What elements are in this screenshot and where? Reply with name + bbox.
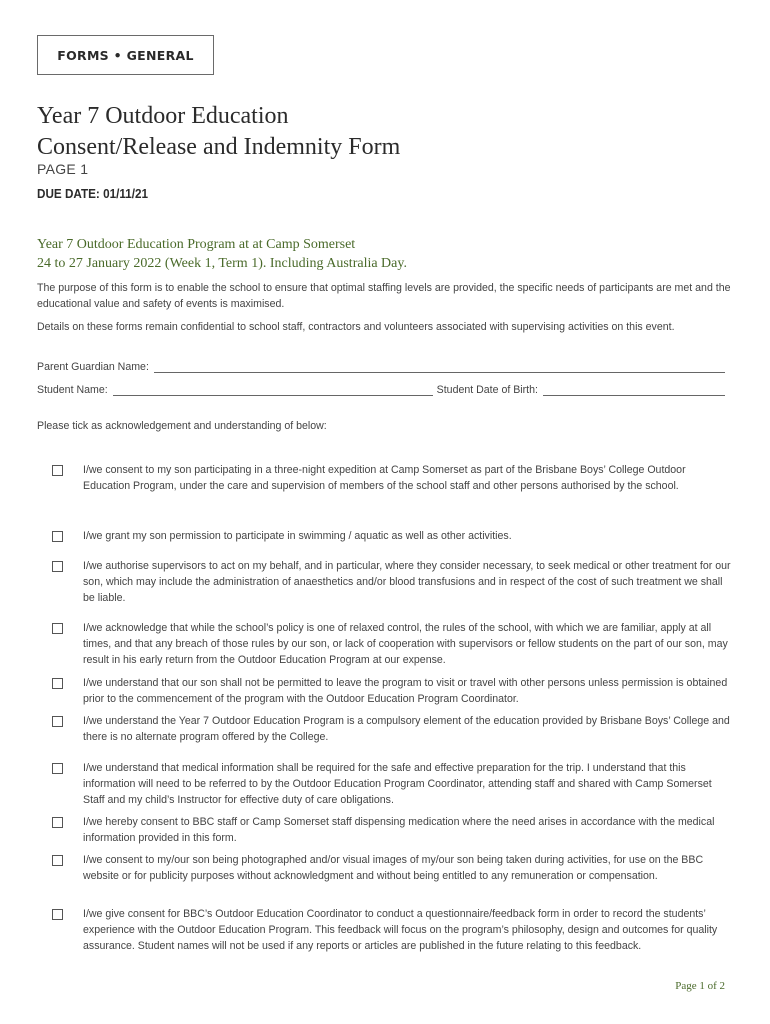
consent-text: I/we authorise supervisors to act on my behalf, and in particular, where they consider necessary, to seek medical or other treatment for our son, which may include the administration of anaesthetics and/or blood transfusions and in respect of the cost of such treatment we shall be liable. [83, 560, 731, 604]
consent-text: I/we hereby consent to BBC staff or Camp Somerset staff dispensing medication where the need arises in accordance with the medical information provided in this form. [83, 816, 715, 844]
consent-item [52, 528, 732, 544]
confidential-paragraph: Details on these forms remain confidential to school staff, contractors and volunteers associated with supervising activities on this event. [37, 321, 675, 333]
consent-text: I/we consent to my/our son being photographed and/or visual images of my/our son being taken during activities, for use on the BBC website or for publicity purposes without acknowledgment and without being entitled to any remuneration or compensation. [83, 854, 704, 882]
program-info [37, 235, 407, 273]
badge-label: FORMS • GENERAL [57, 47, 194, 63]
consent-checkbox[interactable] [52, 763, 63, 774]
consent-item [52, 852, 732, 884]
student-dob-label: Student Date of Birth: [436, 384, 538, 396]
student-name-label: Student Name: [37, 384, 108, 396]
consent-item [52, 462, 732, 494]
purpose-paragraph: The purpose of this form is to enable the school to ensure that optimal staffing levels are provided, the specific needs of participants are met and the educational value and safety of events is maximised. [37, 282, 731, 310]
consent-checkbox[interactable] [52, 623, 63, 634]
consent-item [52, 558, 732, 606]
consent-checkbox[interactable] [52, 678, 63, 689]
consent-checkbox[interactable] [52, 855, 63, 866]
page-label: PAGE 1 [37, 161, 89, 177]
student-row [37, 380, 725, 396]
consent-item [52, 620, 732, 668]
consent-text: I/we understand the Year 7 Outdoor Education Program is a compulsory element of the education provided by Brisbane Boys’ College and there is no alternate program offered by the College. [83, 715, 730, 743]
program-line-2: 24 to 27 January 2022 (Week 1, Term 1). Including Australia Day. [37, 256, 407, 271]
consent-item [52, 713, 732, 745]
consent-checkbox[interactable] [52, 561, 63, 572]
title-line-1: Year 7 Outdoor Education [37, 103, 289, 129]
consent-checkbox[interactable] [52, 465, 63, 476]
parent-guardian-row [37, 357, 725, 373]
program-line-1: Year 7 Outdoor Education Program at at Camp Somerset [37, 237, 356, 252]
due-date: DUE DATE: 01/11/21 [37, 186, 148, 201]
parent-guardian-field[interactable] [154, 361, 725, 373]
consent-item [52, 906, 732, 954]
consent-checkbox[interactable] [52, 531, 63, 542]
parent-guardian-label: Parent Guardian Name: [37, 361, 149, 373]
consent-text: I/we acknowledge that while the school’s policy is one of relaxed control, the rules of the school, with which we are familiar, apply at all times, and that any breach of those rules by our son, or lack of cooperation with supervisors or fellow students on the part of our son, may result in his early return from the Outdoor Education Program at our expense. [83, 622, 728, 666]
consent-item [52, 760, 732, 808]
consent-text: I/we grant my son permission to participate in swimming / aquatic as well as other activities. [83, 530, 512, 542]
student-name-field[interactable] [113, 384, 433, 396]
consent-item [52, 675, 732, 707]
page-number: Page 1 of 2 [675, 980, 725, 992]
consent-checkbox[interactable] [52, 817, 63, 828]
consent-text: I/we consent to my son participating in a three-night expedition at Camp Somerset as part of the Brisbane Boys’ College Outdoor Education Program, under the care and supervision of members of the school staff and other persons authorised by the school. [83, 464, 686, 492]
consent-text: I/we give consent for BBC’s Outdoor Education Coordinator to conduct a questionnaire/feedback form in order to record the students’ experience with the Outdoor Education Program. This feedback will focus on the program’s philosophy, design and outcomes for quality assurance. Student names will not be used if any reports or articles are published in the future relating to this feedback. [83, 908, 718, 952]
forms-general-badge [37, 35, 214, 75]
consent-item [52, 814, 732, 846]
title-line-2: Consent/Release and Indemnity Form [37, 134, 401, 160]
acknowledgement-intro: Please tick as acknowledgement and understanding of below: [37, 420, 327, 432]
consent-text: I/we understand that medical information shall be required for the safe and effective preparation for the trip. I understand that this information will need to be referred to by the Outdoor Education Program Coordinator, attending staff and shared with Camp Somerset Staff and my child’s Instructor for effective duty of care obligations. [83, 762, 712, 806]
consent-checkbox[interactable] [52, 909, 63, 920]
consent-text: I/we understand that our son shall not be permitted to leave the program to visit or travel with other persons unless permission is obtained prior to the commencement of the program with the Outdoor Education Program Coordinator. [83, 677, 728, 705]
consent-checkbox[interactable] [52, 716, 63, 727]
student-dob-field[interactable] [543, 384, 725, 396]
page-title [37, 101, 400, 163]
